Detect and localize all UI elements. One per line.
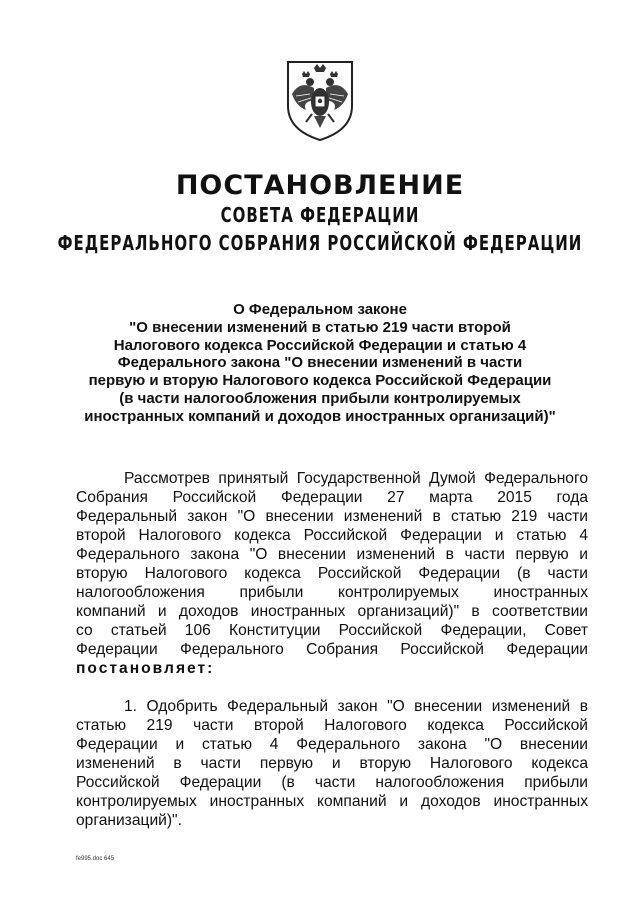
document-title: ПОСТАНОВЛЕНИЕ [175, 170, 465, 201]
file-reference: fe995.doc 645 [76, 856, 115, 862]
resolution-body [76, 469, 588, 830]
resolves-word: постановляет: [76, 660, 215, 677]
subject-line: Налогового кодекса Российской Федерации и статью 4 [113, 336, 527, 354]
issuer-line-1: СОВЕТА ФЕДЕРАЦИИ [220, 202, 420, 228]
issuer-line-2: ФЕДЕРАЛЬНОГО СОБРАНИЯ РОССИЙСКОЙ ФЕДЕРАЦИИ [57, 230, 583, 256]
subject-line: первую и вторую Налогового кодекса Российской Федерации [88, 372, 552, 390]
body-line: контролируемых иностранных компаний и доходов иностранных [76, 793, 588, 810]
body-line: вторую Налогового кодекса Российской Федерации (в части [76, 565, 588, 582]
russian-coat-of-arms-icon [284, 58, 356, 142]
body-line: компаний и доходов иностранных организаций)" в соответствии [76, 603, 588, 620]
body-line: Федеральный закон "О внесении изменений в статью 219 части [76, 508, 588, 525]
body-line: со статьей 106 Конституции Российской Федерации, Совет [76, 622, 588, 639]
body-line: налогообложения прибыли контролируемых иностранных [76, 584, 588, 601]
coat-of-arms-emblem [284, 58, 356, 142]
subject-line: О Федеральном законе [233, 301, 407, 318]
body-line: организаций)". [76, 812, 182, 829]
subject-line: иностранных компаний и доходов иностранных организаций)" [84, 407, 556, 425]
body-line: статью 219 части второй Налогового кодекса Российской [76, 717, 588, 734]
body-line: Рассмотрев принятый Государственной Думой Федерального [124, 470, 588, 487]
paragraph-gap [76, 678, 588, 697]
body-line: второй Налогового кодекса Российской Федерации и статью 4 [76, 527, 588, 544]
body-line: изменений в части первую и вторую Налогового кодекса [76, 755, 588, 772]
body-line: Федерации Федерального Собрания Российской Федерации [76, 641, 588, 658]
body-line: Российской Федерации (в части налогообложения прибыли [76, 774, 588, 791]
body-line: Собрания Российской Федерации 27 марта 2015 года [76, 489, 588, 506]
resolution-subject [60, 301, 580, 426]
body-line: Федерального закона "О внесении изменений в части первую и [76, 546, 588, 563]
body-line: Федерации и статью 4 Федерального закона "О внесении [76, 736, 588, 753]
body-line: 1. Одобрить Федеральный закон "О внесении изменений в [124, 698, 588, 715]
subject-line: Федерального закона "О внесении изменений в части [117, 354, 523, 372]
subject-line: (в части налогообложения прибыли контролируемых [119, 389, 521, 407]
subject-line: "О внесении изменений в статью 219 части второй [129, 318, 511, 336]
